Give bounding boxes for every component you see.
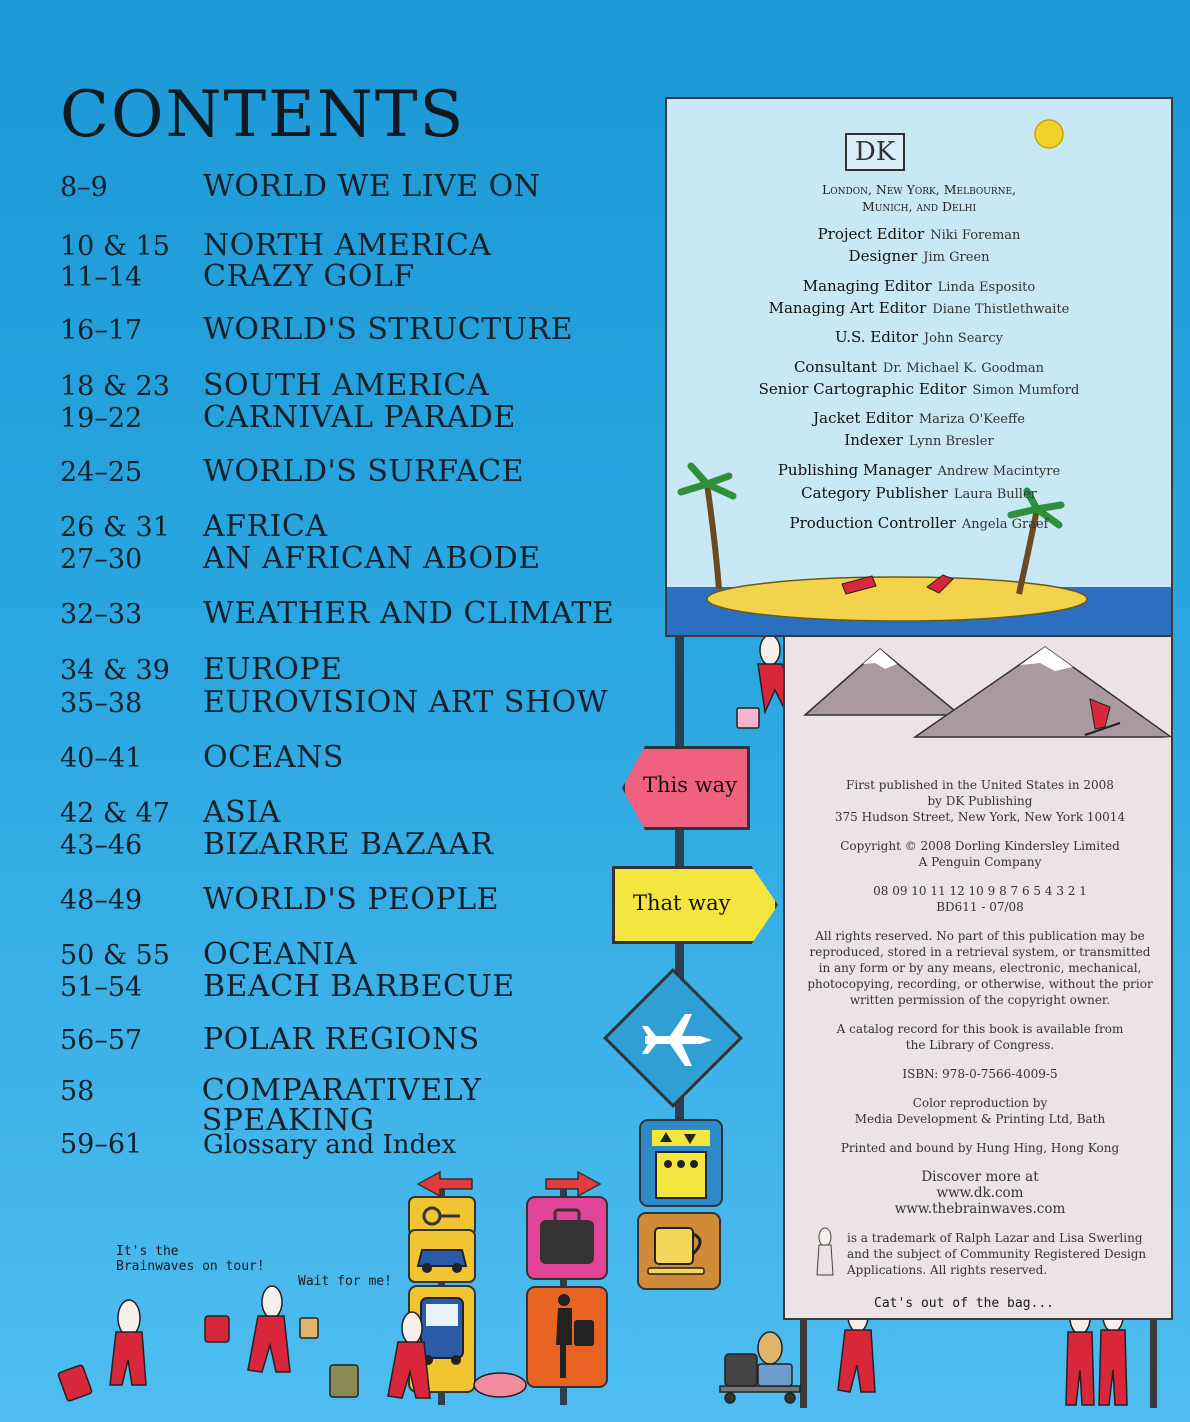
lift-icon — [656, 1152, 706, 1198]
toc-section-title: ASIA — [203, 795, 281, 830]
billboard-leg — [1150, 1318, 1157, 1408]
toc-page-range: 50 & 55 — [60, 940, 170, 971]
toc-section-title: COMPARATIVELY SPEAKING — [201, 1073, 482, 1138]
toc-section-title: Glossary and Index — [203, 1130, 457, 1160]
printed-bound: Printed and bound by Hung Hing, Hong Kong — [840, 1141, 1120, 1155]
credit-role: Managing Editor — [802, 277, 932, 295]
credit-role: Jacket Editor — [813, 409, 913, 427]
toc-page-range: 18 & 23 — [60, 371, 170, 402]
toc-section-title: AN AFRICAN ABODE — [203, 541, 541, 576]
toc-page-range: 40–41 — [60, 743, 143, 774]
contents-title: CONTENTS — [60, 78, 466, 152]
brainwave-character — [205, 1286, 318, 1372]
credit-name: Angela Graef — [961, 517, 1049, 532]
credit-line — [667, 358, 1171, 376]
imprint-billboard — [783, 635, 1173, 1320]
toc-section-title: NORTH AMERICA — [203, 228, 492, 263]
credit-role: Managing Art Editor — [768, 299, 927, 317]
toc-section-title: POLAR REGIONS — [203, 1022, 480, 1057]
person-icon — [558, 1294, 570, 1306]
website-link[interactable]: www.thebrainwaves.com — [894, 1201, 1066, 1217]
caption-tour — [116, 1244, 265, 1274]
text-line: Color reproduction by — [912, 1096, 1048, 1110]
toc-page-range: 42 & 47 — [60, 798, 170, 829]
toc-page-range: 58 — [60, 1076, 95, 1107]
credit-line — [667, 484, 1171, 502]
text-line: Copyright © 2008 Dorling Kindersley Limited — [840, 839, 1120, 853]
cities-line: Munich, and Delhi — [861, 199, 977, 214]
trademark-notice — [847, 1230, 1155, 1278]
text-line: in any form or by any means, electronic, mechanical, — [818, 961, 1142, 975]
brainwave-character — [58, 1300, 146, 1402]
text-line: by DK Publishing — [927, 794, 1033, 808]
text-line: Discover more at — [921, 1169, 1039, 1185]
text-line: written permission of the copyright owner. — [849, 993, 1111, 1007]
toc-page-range: 11–14 — [60, 262, 143, 293]
copyright — [805, 838, 1155, 870]
isbn: ISBN: 978-0-7566-4009-5 — [902, 1067, 1058, 1081]
text-line: the Library of Congress. — [905, 1038, 1055, 1052]
caption-wait: Wait for me! — [298, 1274, 392, 1289]
credit-role: Senior Cartographic Editor — [758, 380, 967, 398]
toc-section-title: OCEANIA — [203, 937, 358, 972]
toc-page-range: 56–57 — [60, 1025, 143, 1056]
right-arrow-icon — [546, 1172, 600, 1196]
credit-role: Publishing Manager — [777, 461, 932, 479]
credit-role: Consultant — [793, 358, 877, 376]
website-link[interactable]: www.dk.com — [936, 1185, 1024, 1201]
text-line: and the subject of Community Registered Design — [847, 1247, 1147, 1261]
credit-name: Jim Green — [923, 250, 990, 265]
credit-line — [667, 409, 1171, 427]
toc-section-title: EUROPE — [203, 652, 343, 687]
that-way-label: That way — [633, 891, 731, 915]
color-reproduction — [805, 1095, 1155, 1127]
credit-name: Niki Foreman — [930, 228, 1021, 243]
credit-role: Production Controller — [789, 514, 956, 532]
discover-more — [805, 1169, 1155, 1217]
text-line: photocopying, recording, or otherwise, without the prior — [807, 977, 1153, 991]
credit-line — [667, 277, 1171, 295]
text-line: reproduced, stored in a retrieval system, or transmitted — [809, 945, 1151, 959]
imprint-text — [805, 777, 1155, 1291]
luggage-trolley — [720, 1332, 800, 1403]
credit-role: Designer — [848, 247, 918, 265]
credit-line — [667, 461, 1171, 479]
rights-notice — [805, 928, 1155, 1008]
caption-line: It's the — [116, 1244, 179, 1259]
toc-section-title: CARNIVAL PARADE — [203, 400, 516, 435]
toc-page-range: 59–61 — [60, 1129, 143, 1160]
toc-section-title: SOUTH AMERICA — [203, 368, 489, 403]
toc-page-range: 8–9 — [60, 172, 108, 203]
credit-line — [667, 514, 1171, 532]
printing-info — [805, 883, 1155, 915]
first-published — [805, 777, 1155, 825]
toc-page-range: 48–49 — [60, 885, 143, 916]
cities-line: London, New York, Melbourne, — [821, 182, 1017, 197]
toc-page-range: 16–17 — [60, 315, 143, 346]
credit-name: Linda Esposito — [937, 280, 1036, 295]
toc-page-range: 10 & 15 — [60, 231, 170, 262]
cat-icon — [758, 1332, 782, 1364]
toc-section-title: BIZARRE BAZAAR — [203, 827, 494, 862]
text-line: All rights reserved. No part of this publication may be — [815, 929, 1145, 943]
text-line: BD611 - 07/08 — [936, 900, 1024, 914]
toc-section-title: EUROVISION ART SHOW — [203, 685, 609, 720]
credit-name: Diane Thistlethwaite — [932, 302, 1070, 317]
credit-role: Category Publisher — [801, 484, 948, 502]
toc-page-range: 27–30 — [60, 544, 143, 575]
toc-page-range: 19–22 — [60, 403, 143, 434]
toc-section-title: WORLD'S STRUCTURE — [203, 312, 573, 347]
text-line: A Penguin Company — [918, 855, 1042, 869]
credit-name: Mariza O'Keeffe — [918, 412, 1025, 427]
toc-page-range: 35–38 — [60, 688, 143, 719]
this-way-label: This way — [643, 773, 738, 797]
credit-line — [667, 328, 1171, 346]
toc-section-title: CRAZY GOLF — [203, 259, 415, 294]
billboard-leg — [800, 1318, 807, 1408]
text-line: A catalog record for this book is available from — [836, 1022, 1124, 1036]
dog-icon — [474, 1373, 526, 1397]
text-line: is a trademark of Ralph Lazar and Lisa Swerling — [847, 1231, 1143, 1245]
credit-line — [667, 247, 1171, 265]
catalog-record — [805, 1021, 1155, 1053]
toc-page-range: 26 & 31 — [60, 512, 170, 543]
dk-logo: DK — [845, 133, 905, 171]
toc-section-title: WORLD'S SURFACE — [203, 454, 524, 489]
toc-section-title: AFRICA — [203, 509, 328, 544]
toc-section-title: WORLD'S PEOPLE — [203, 882, 500, 917]
credit-name: Laura Buller — [953, 487, 1037, 502]
text-line: Applications. All rights reserved. — [847, 1263, 1048, 1277]
toc-section-title: WORLD WE LIVE ON — [203, 169, 541, 204]
toc-section-title: WEATHER AND CLIMATE — [203, 596, 615, 631]
brainwave-mini-icon — [815, 1227, 835, 1277]
text-line: 375 Hudson Street, New York, New York 10014 — [834, 810, 1126, 824]
brainwave-character — [330, 1312, 430, 1398]
toc-page-range: 24–25 — [60, 457, 143, 488]
caption-line: Brainwaves on tour! — [116, 1259, 265, 1274]
publisher-cities — [667, 181, 1171, 215]
credit-name: Andrew Macintyre — [937, 464, 1061, 479]
text-line: Media Development & Printing Ltd, Bath — [854, 1112, 1106, 1126]
sand-island — [707, 577, 1087, 621]
toc-section-title: BEACH BARBECUE — [203, 969, 515, 1004]
credit-name: Dr. Michael K. Goodman — [882, 361, 1045, 376]
luggage-icon — [540, 1220, 594, 1264]
mountain-scene — [785, 637, 1171, 777]
text-line: First published in the United States in 2008 — [846, 778, 1114, 792]
credit-line — [667, 225, 1171, 243]
toc-section-title: OCEANS — [203, 740, 344, 775]
credit-line — [667, 431, 1171, 449]
credit-name: Simon Mumford — [972, 383, 1080, 398]
coffee-cup-icon — [655, 1228, 693, 1264]
sun-icon — [1035, 120, 1063, 148]
toc-page-range: 32–33 — [60, 599, 143, 630]
credit-role: Project Editor — [817, 225, 925, 243]
credit-role: Indexer — [844, 431, 903, 449]
credit-line — [667, 380, 1171, 398]
credit-role: U.S. Editor — [835, 328, 918, 346]
text-line: 08 09 10 11 12 10 9 8 7 6 5 4 3 2 1 — [873, 884, 1087, 898]
caption-cat: Cat's out of the bag... — [874, 1296, 1055, 1311]
credits-billboard — [665, 97, 1173, 637]
credit-line — [667, 299, 1171, 317]
toc-page-range: 51–54 — [60, 972, 143, 1003]
toc-page-range: 34 & 39 — [60, 655, 170, 686]
credit-name: Lynn Bresler — [908, 434, 994, 449]
credit-name: John Searcy — [923, 331, 1003, 346]
toc-page-range: 43–46 — [60, 830, 143, 861]
